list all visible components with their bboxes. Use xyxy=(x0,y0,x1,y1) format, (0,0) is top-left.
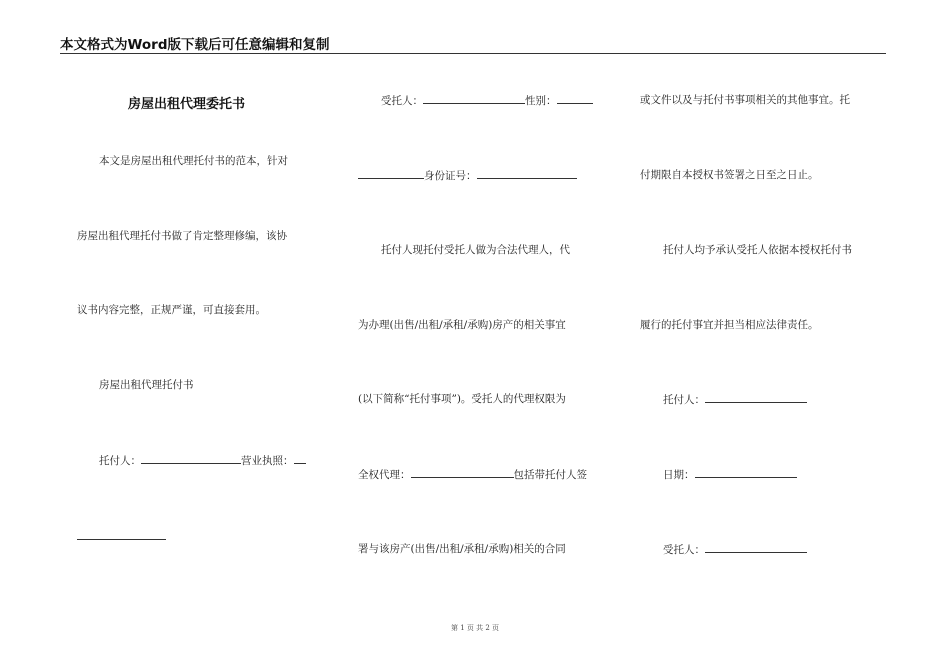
agent-blank[interactable] xyxy=(423,93,525,104)
document-title: 房屋出租代理委托书 xyxy=(128,97,246,112)
id-line xyxy=(358,168,577,183)
page-header: 本文格式为Word版下载后可任意编辑和复制 xyxy=(60,37,330,53)
license-blank-continued[interactable] xyxy=(77,539,166,540)
signature-agent-label: 受托人： xyxy=(663,544,705,556)
signature-principal-blank[interactable] xyxy=(705,392,807,403)
section-subtitle: 房屋出租代理托付书 xyxy=(99,379,194,391)
gender-blank[interactable] xyxy=(557,93,593,104)
id-label: 身份证号： xyxy=(424,170,477,182)
full-agency-blank[interactable] xyxy=(411,467,514,478)
col2-body-line-5: 署与该房产(出售/出租/承租/承购)相关的合同 xyxy=(358,543,566,555)
col3-body-line-3: 托付人均予承认受托人依据本授权托付书 xyxy=(663,244,852,256)
principal-line xyxy=(99,453,306,468)
full-agency-label: 全权代理： xyxy=(358,469,411,481)
agent-label: 受托人： xyxy=(381,95,423,107)
id-number-blank[interactable] xyxy=(477,168,577,179)
col2-body-line-4 xyxy=(358,467,587,482)
col3-body-line-1: 或文件以及与托付书事项相关的其他事宜。托 xyxy=(640,94,850,106)
signature-agent-line xyxy=(663,542,807,557)
agent-line xyxy=(381,93,593,108)
license-label: 营业执照： xyxy=(241,455,294,467)
intro-line-1: 本文是房屋出租代理托付书的范本，针对 xyxy=(99,155,288,167)
signature-principal-line xyxy=(663,392,807,407)
principal-blank[interactable] xyxy=(141,453,241,464)
signature-principal-label: 托付人： xyxy=(663,394,705,406)
header-divider xyxy=(60,53,886,54)
signature-date-line xyxy=(663,467,797,482)
license-blank[interactable] xyxy=(294,453,306,464)
gender-label: 性别： xyxy=(525,95,557,107)
col2-body-line-2: 为办理(出售/出租/承租/承购)房产的相关事宜 xyxy=(358,319,566,331)
signature-date-label: 日期： xyxy=(663,469,695,481)
id-prefix-blank[interactable] xyxy=(358,168,424,179)
principal-label: 托付人： xyxy=(99,455,141,467)
intro-line-3: 议书内容完整，正规严谨，可直接套用。 xyxy=(77,304,266,316)
col2-body-line-3: (以下简称“托付事项”)。受托人的代理权限为 xyxy=(358,393,566,405)
col2-body-line-4-tail: 包括带托付人签 xyxy=(513,469,587,481)
page-number: 第 1 页 共 2 页 xyxy=(450,624,500,632)
col2-body-line-1: 托付人现托付受托人做为合法代理人，代 xyxy=(381,244,570,256)
signature-agent-blank[interactable] xyxy=(705,542,807,553)
col3-body-line-4: 履行的托付事宜并担当相应法律责任。 xyxy=(640,319,819,331)
intro-line-2: 房屋出租代理托付书做了肯定整理修编，该协 xyxy=(77,230,287,242)
signature-date-blank[interactable] xyxy=(695,467,797,478)
col3-body-line-2: 付期限自本授权书签署之日至之日止。 xyxy=(640,169,819,181)
